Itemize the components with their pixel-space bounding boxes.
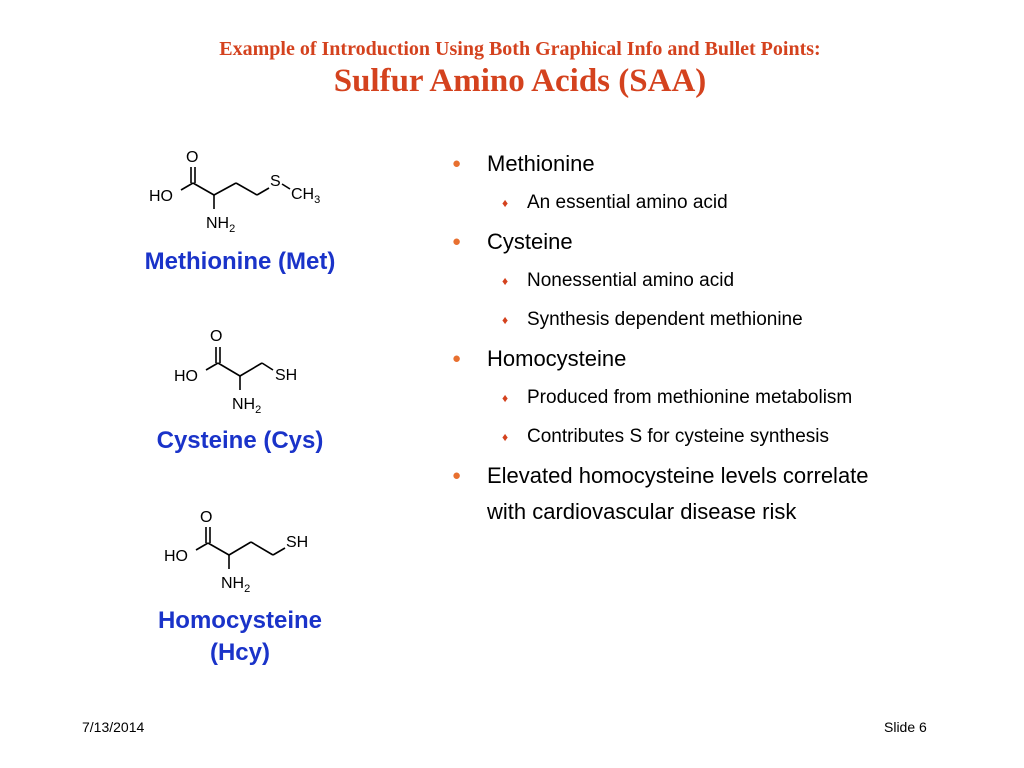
- cysteine-structure: [165, 320, 325, 420]
- orange-dot-bullet-icon: ●: [452, 155, 462, 172]
- title-line-1: Example of Introduction Using Both Graphical Info and Bullet Points:: [219, 38, 821, 60]
- bullet-cysteine: [452, 224, 992, 260]
- met-methyl-label: $CH_3$: [291, 186, 321, 206]
- cys-hydroxyl-label: HO: [174, 368, 198, 385]
- bullet-homocysteine: [452, 341, 992, 377]
- bullet-elevated-homocysteine: [452, 458, 992, 530]
- sub-bullet-text: An essential amino acid: [527, 192, 728, 213]
- homocysteine-name-line-1: Homocysteine: [157, 607, 323, 634]
- sub-bullet: [452, 302, 992, 338]
- diamond-bullet-icon: ♦: [502, 391, 509, 405]
- hcy-thiol-label: SH: [286, 534, 309, 551]
- bullet-text-line-2: with cardiovascular disease risk: [487, 499, 797, 524]
- cys-oxygen-label: O: [210, 328, 223, 345]
- cys-amine-label: $NH_2$: [232, 396, 262, 416]
- hcy-amine-label: $NH_2$: [221, 575, 251, 595]
- footer-slide-number: Slide 6: [884, 719, 927, 735]
- homocysteine-skeleton: [155, 500, 335, 600]
- sub-bullet-text: Produced from methionine metabolism: [527, 387, 853, 408]
- sub-bullet-text: Synthesis dependent methionine: [527, 309, 803, 330]
- orange-dot-bullet-icon: ●: [452, 233, 462, 250]
- bullet-methionine: [452, 146, 992, 182]
- slide-title: [0, 36, 1024, 100]
- hcy-oxygen-label: O: [200, 509, 213, 526]
- sub-bullet: [452, 185, 992, 221]
- bullet-text: Methionine: [487, 151, 595, 176]
- bullet-list: [452, 146, 992, 533]
- sub-bullet-text: Contributes S for cysteine synthesis: [527, 426, 830, 447]
- sub-bullet-text: Nonessential amino acid: [527, 270, 735, 291]
- bullet-text-line-1: Elevated homocysteine levels correlate: [487, 463, 869, 488]
- diamond-bullet-icon: ♦: [502, 430, 509, 444]
- diamond-bullet-icon: ♦: [502, 313, 509, 327]
- met-amine-label: $NH_2$: [206, 215, 236, 235]
- methionine-structure: [140, 140, 340, 240]
- homocysteine-structure: [155, 500, 335, 600]
- hcy-hydroxyl-label: HO: [164, 548, 188, 565]
- sub-bullet: [452, 380, 992, 416]
- title-line-2: Sulfur Amino Acids (SAA): [333, 63, 707, 99]
- homocysteine-name-line-2: (Hcy): [209, 639, 270, 666]
- footer-date: 7/13/2014: [82, 719, 145, 735]
- orange-dot-bullet-icon: ●: [452, 467, 462, 484]
- bullet-text: Cysteine: [487, 229, 573, 254]
- bullet-text: Homocysteine: [487, 346, 627, 371]
- diamond-bullet-icon: ♦: [502, 274, 509, 288]
- met-sulfur-label: S: [270, 173, 281, 190]
- sub-bullet: [452, 419, 992, 455]
- cysteine-skeleton: [165, 320, 325, 420]
- methionine-name: Methionine (Met): [144, 248, 336, 275]
- diamond-bullet-icon: ♦: [502, 196, 509, 210]
- met-hydroxyl-label: HO: [149, 188, 173, 205]
- homocysteine-name: [90, 605, 390, 669]
- sub-bullet: [452, 263, 992, 299]
- cys-thiol-label: SH: [275, 367, 298, 384]
- orange-dot-bullet-icon: ●: [452, 350, 462, 367]
- met-oxygen-label: O: [186, 149, 199, 166]
- cysteine-name: Cysteine (Cys): [156, 427, 324, 454]
- methionine-skeleton: [140, 140, 340, 240]
